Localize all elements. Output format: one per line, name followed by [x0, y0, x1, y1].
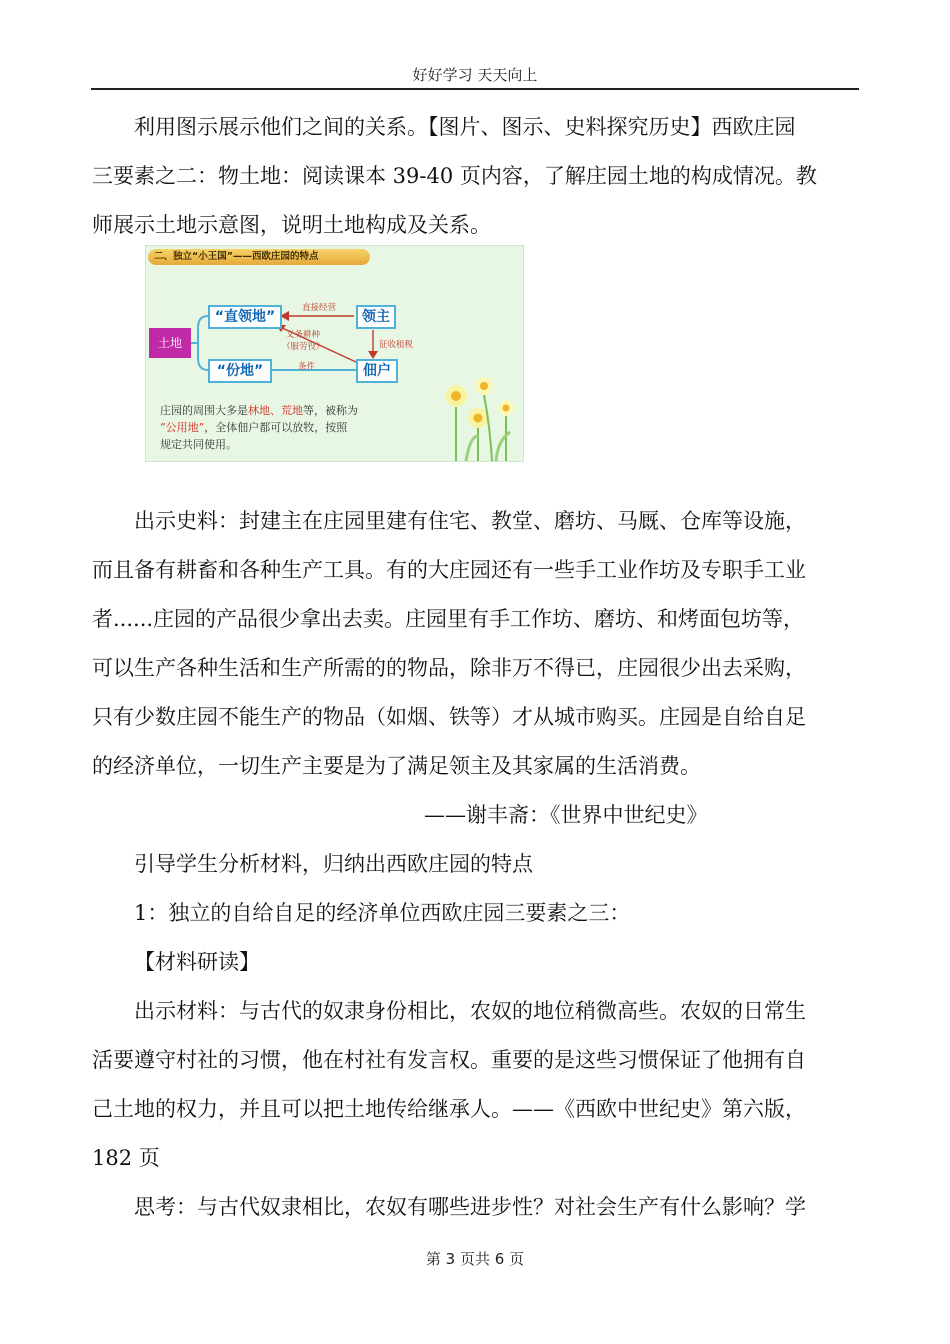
land-bracket	[191, 316, 208, 370]
source-citation: ——谢丰斋：《世界中世纪史》	[424, 803, 708, 827]
text-line: 的经济单位，一切生产主要是为了满足领主及其家属的生活消费。	[92, 754, 701, 778]
holding-box: “份地”	[208, 359, 272, 383]
diagram-banner: 二、独立“小王国”——西欧庄园的特点	[148, 249, 370, 265]
arrowhead-tax	[368, 351, 378, 359]
intro-paragraph	[92, 103, 860, 250]
guide-text: 引导学生分析材料，归纳出西欧庄园的特点	[134, 852, 533, 876]
flower-4	[498, 400, 514, 416]
label-corvee-sub: （服劳役）	[282, 342, 325, 352]
daffodil-flowers-image	[426, 366, 523, 461]
text-line: 182 页	[92, 1146, 160, 1170]
flower-2	[475, 377, 493, 395]
header-divider	[91, 88, 859, 90]
study-heading: 【材料研读】	[134, 950, 260, 974]
text-line: 师展示土地示意图，说明土地构成及关系。	[92, 213, 491, 237]
label-direct-operation: 直接经营	[302, 303, 337, 313]
label-tax: 征收租税	[379, 340, 414, 350]
page-header: 好好学习 天天向上	[412, 66, 538, 84]
text-line: 己土地的权力，并且可以把土地传给继承人。——《西欧中世纪史》第六版，	[92, 1097, 806, 1121]
demesne-box: “直领地”	[208, 305, 282, 329]
text-line: 出示史料：封建主在庄园里建有住宅、教堂、磨坊、马厩、仓库等设施，	[134, 509, 806, 533]
question-text: 思考：与古代奴隶相比，农奴有哪些进步性？对社会生产有什么影响？学	[134, 1195, 806, 1219]
flower-3	[468, 408, 488, 428]
text-line: 三要素之二：物土地：阅读课本 39-40 页内容，了解庄园土地的构成情况。教	[92, 164, 817, 188]
text-line: 活要遵守村社的习惯，他在村社有发言权。重要的是这些习惯保证了他拥有自	[92, 1048, 806, 1072]
text-line: 利用图示展示他们之间的关系。【图片、图示、史料探究历史】西欧庄园	[134, 115, 796, 139]
manor-land-diagram	[145, 245, 524, 462]
label-corvee: 义务耕种	[286, 330, 321, 340]
point-1: 1：独立的自给自足的经济单位西欧庄园三要素之三：	[134, 901, 631, 925]
flower-1	[445, 385, 467, 407]
label-condition: 条件	[298, 362, 316, 372]
source-paragraph	[92, 497, 860, 1232]
text-line: 只有少数庄园不能生产的物品（如烟、铁等）才从城市购买。庄园是自给自足	[92, 705, 806, 729]
flower-leaves	[466, 432, 510, 461]
page-footer: 第 3 页共 6 页	[425, 1250, 525, 1268]
text-line: 出示材料：与古代的奴隶身份相比，农奴的地位稍微高些。农奴的日常生	[134, 999, 806, 1023]
tenant-box: 佃户	[356, 359, 398, 383]
land-box: 土地	[149, 328, 191, 358]
lord-box: 领主	[356, 305, 396, 329]
text-line: 可以生产各种生活和生产所需的的物品，除非万不得已，庄园很少出去采购，	[92, 656, 806, 680]
text-line: 而且备有耕畜和各种生产工具。有的大庄园还有一些手工业作坊及专职手工业	[92, 558, 806, 582]
text-line: 者......庄园的产品很少拿出去卖。庄园里有手工作坊、磨坊、和烤面包坊等，	[92, 607, 805, 631]
common-land-note: 庄园的周围大多是林地、荒地等，被称为 “公用地”，全体佃户都可以放牧，按照 规定共同使用。	[160, 404, 358, 451]
